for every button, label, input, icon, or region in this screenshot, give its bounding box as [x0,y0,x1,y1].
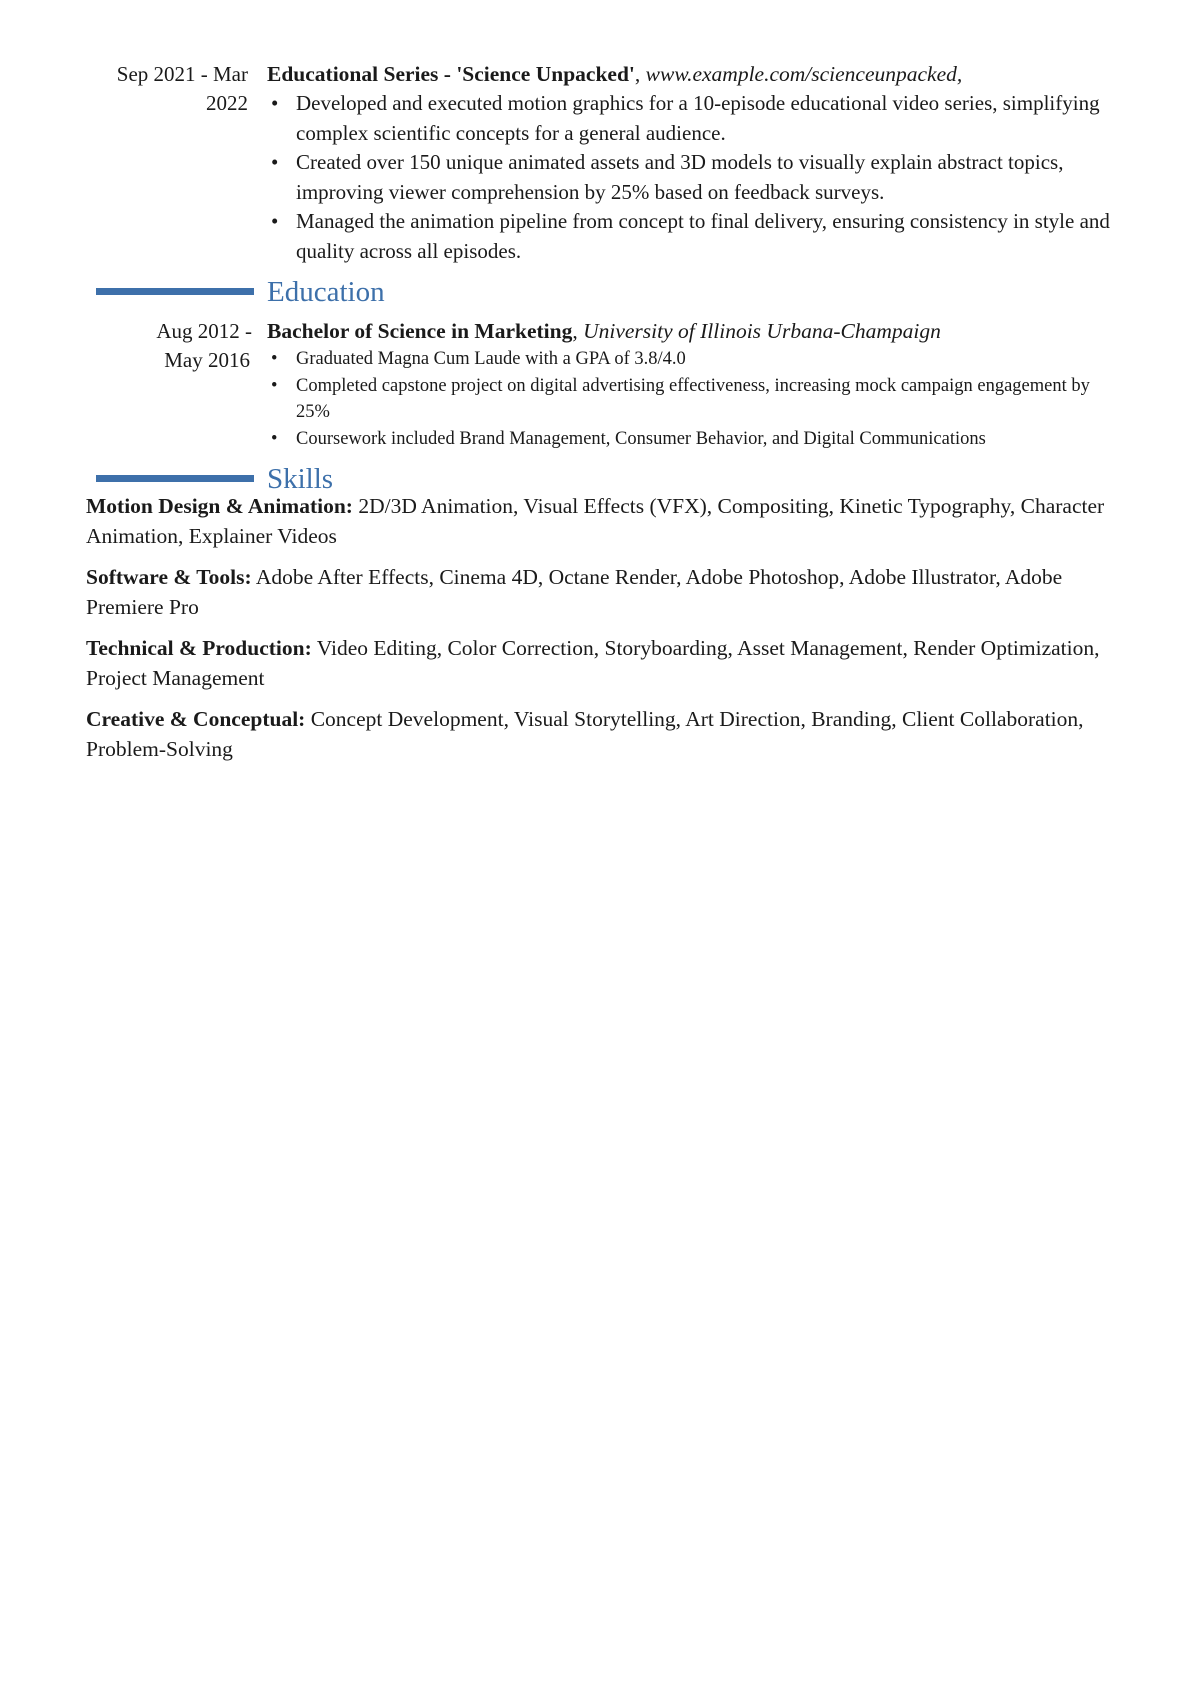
education-date-start: Aug 2012 - [156,319,252,343]
skill-category: Creative & Conceptual: [86,707,306,731]
skill-items: Video Editing, Color Correction, Storyboarding, Asset Management, Render Optimization, Project Management [86,636,1100,690]
experience-url: www.example.com/scienceunpacked, [645,62,963,86]
education-section-title: Education [267,276,385,308]
experience-heading [267,60,1112,89]
skill-category: Software & Tools: [86,565,252,589]
list-item: • Created over 150 unique animated assets and 3D models to visually explain abstract topics, improving viewer comprehension by 25% based on feedback surveys. [267,148,1112,207]
list-item: • Developed and executed motion graphics for a 10-episode educational video series, simplifying complex scientific concepts for a general audience. [267,89,1112,148]
skill-items: Concept Development, Visual Storytelling, Art Direction, Branding, Client Collaboration, Problem-Solving [86,707,1084,761]
education-section-bar [96,288,254,295]
skills-section-bar [96,475,254,482]
skills-section-title: Skills [267,463,334,495]
skill-group [86,563,1112,622]
education-section-header [0,274,1190,310]
education-separator: , [572,319,584,343]
experience-date-start: Sep 2021 - Mar [116,62,248,86]
education-date [82,317,252,375]
experience-date-end: 2022 [206,91,248,115]
degree-title: Bachelor of Science in Marketing [267,319,573,343]
experience-date [78,60,248,118]
skill-category: Motion Design & Animation: [86,494,353,518]
skill-group [86,705,1112,764]
list-item: • Completed capstone project on digital advertising effectiveness, increasing mock campaign engagement by 25% [267,373,1112,426]
university-name: University of Illinois Urbana-Champaign [583,319,941,343]
experience-title: Educational Series - 'Science Unpacked' [267,62,635,86]
education-content [267,317,1112,452]
list-item: • Managed the animation pipeline from concept to final delivery, ensuring consistency in style and quality across all episodes. [267,207,1112,266]
skill-category: Technical & Production: [86,636,312,660]
experience-content [267,60,1112,266]
skills-list [86,492,1112,776]
skill-group [86,492,1112,551]
education-bullets [267,346,1112,452]
education-heading [267,317,1112,346]
list-item: • Coursework included Brand Management, Consumer Behavior, and Digital Communications [267,426,1112,453]
list-item: • Graduated Magna Cum Laude with a GPA of 3.8/4.0 [267,346,1112,373]
experience-separator: , [634,62,646,86]
skill-group [86,634,1112,693]
skill-items: Adobe After Effects, Cinema 4D, Octane Render, Adobe Photoshop, Adobe Illustrator, Adobe Premiere Pro [86,565,1063,619]
skill-items: 2D/3D Animation, Visual Effects (VFX), Compositing, Kinetic Typography, Character Animation, Explainer Videos [86,494,1105,548]
education-date-end: May 2016 [164,348,250,372]
experience-bullets [267,89,1112,266]
